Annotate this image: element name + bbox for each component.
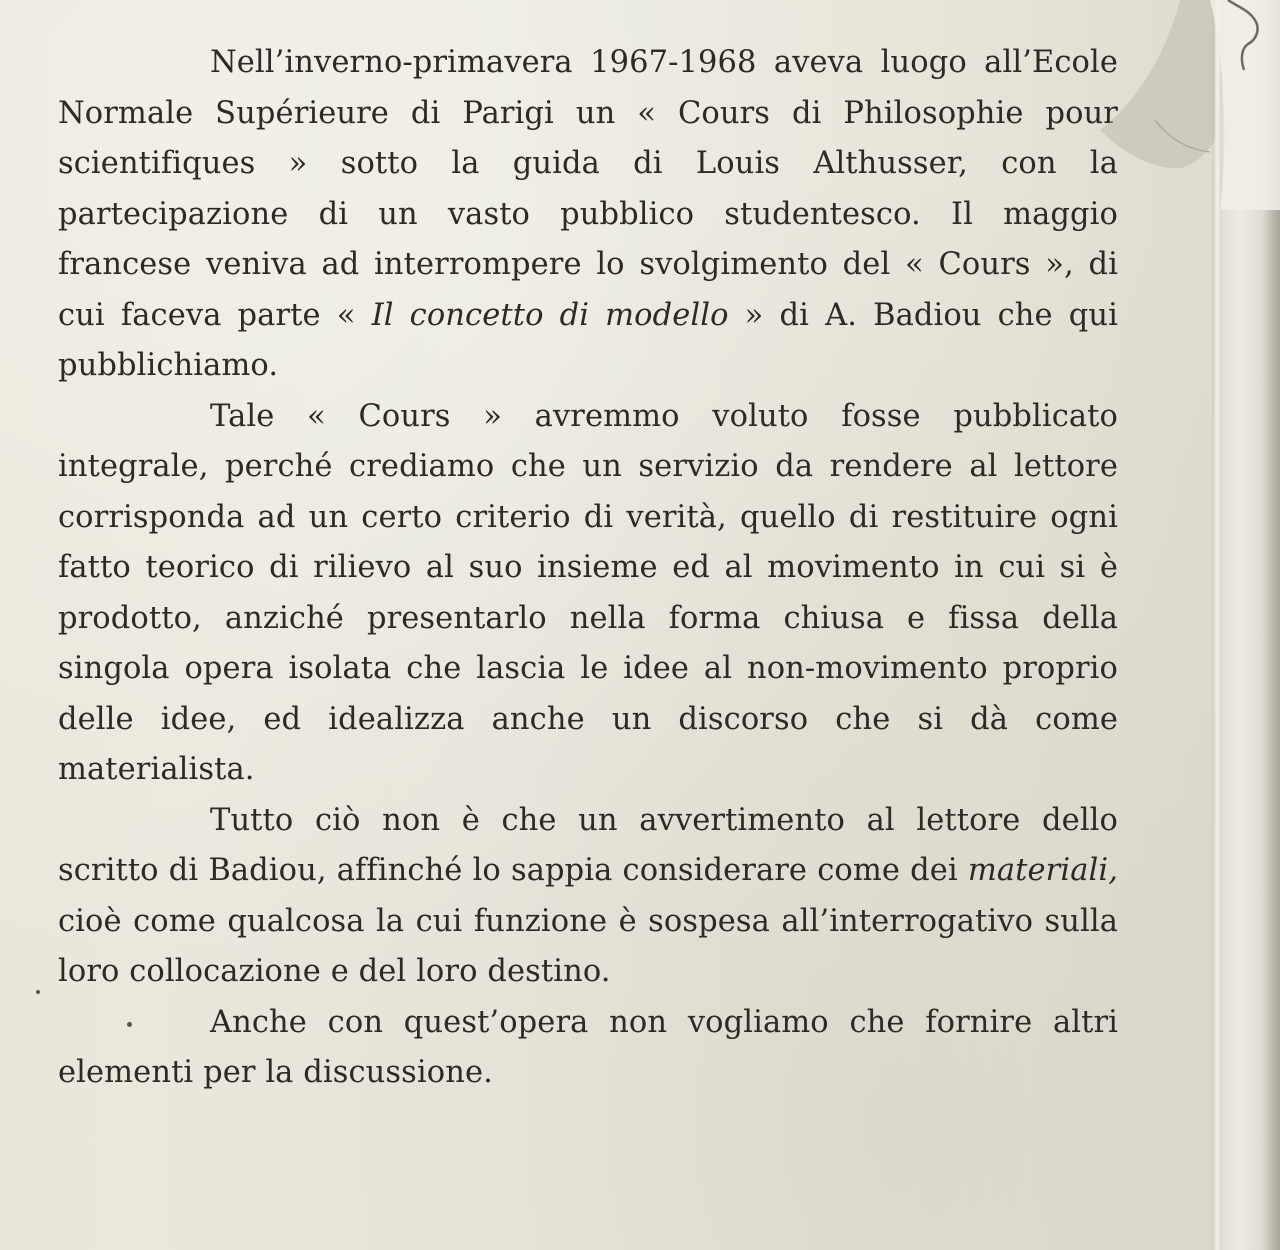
worn-corner: [1060, 0, 1280, 210]
worn-corner-light-patch: [1210, 0, 1280, 210]
paragraph-2-text: Tale « Cours » avremmo voluto fosse pubblicato integrale, perché crediamo che un servizio da rendere al lettore corrisponda ad un certo criterio di verità, quello di restituire ogni fatto teorico di rilievo al suo insieme ed al movimento in cui si è prodotto, anziché presentarlo nella forma chiusa e fissa della singola opera isolata che lascia le idee al non-movimento proprio delle idee, ed idealizza anche un discorso che si dà come materialista.: [58, 398, 1118, 787]
paragraph-1-text-b: » di A. Badiou che qui pubblichiamo.: [58, 297, 1118, 383]
paragraph-3-italic-word: materiali,: [967, 853, 1118, 888]
paragraph-4-text: Anche con quest’opera non vogliamo che fornire altri elementi per la discussione.: [58, 1004, 1118, 1090]
paragraph-3-text-b: cioè come qualcosa la cui funzione è sospesa all’interrogativo sulla loro collocazione e del loro destino.: [58, 903, 1118, 989]
worn-corner-stain: [1100, 0, 1215, 168]
paragraph-4: [58, 998, 1118, 1099]
paragraph-3-text-a: Tutto ciò non è che un avvertimento al lettore dello scritto di Badiou, affinché lo sappia considerare come dei: [58, 802, 1118, 888]
paragraph-1: [58, 38, 1118, 392]
paper-speck: [36, 990, 40, 994]
paper-speck: [127, 1022, 132, 1027]
paragraph-1-italic-title: Il concetto di modello: [371, 297, 729, 333]
paragraph-2: [58, 392, 1118, 796]
paragraph-1-text-a: Nell’inverno-primavera 1967-1968 aveva luogo all’Ecole Normale Supérieure di Parigi un « Cours di Philosophie pour scientifiques » sotto la guida di Louis Althusser, con la partecipazione di un vasto pubblico studentesco. Il maggio francese veniva ad interrompere lo svolgimento del « Cours », di cui faceva parte «: [58, 45, 1118, 333]
cover-text-block: [58, 38, 1118, 1099]
paragraph-3: [58, 796, 1118, 998]
